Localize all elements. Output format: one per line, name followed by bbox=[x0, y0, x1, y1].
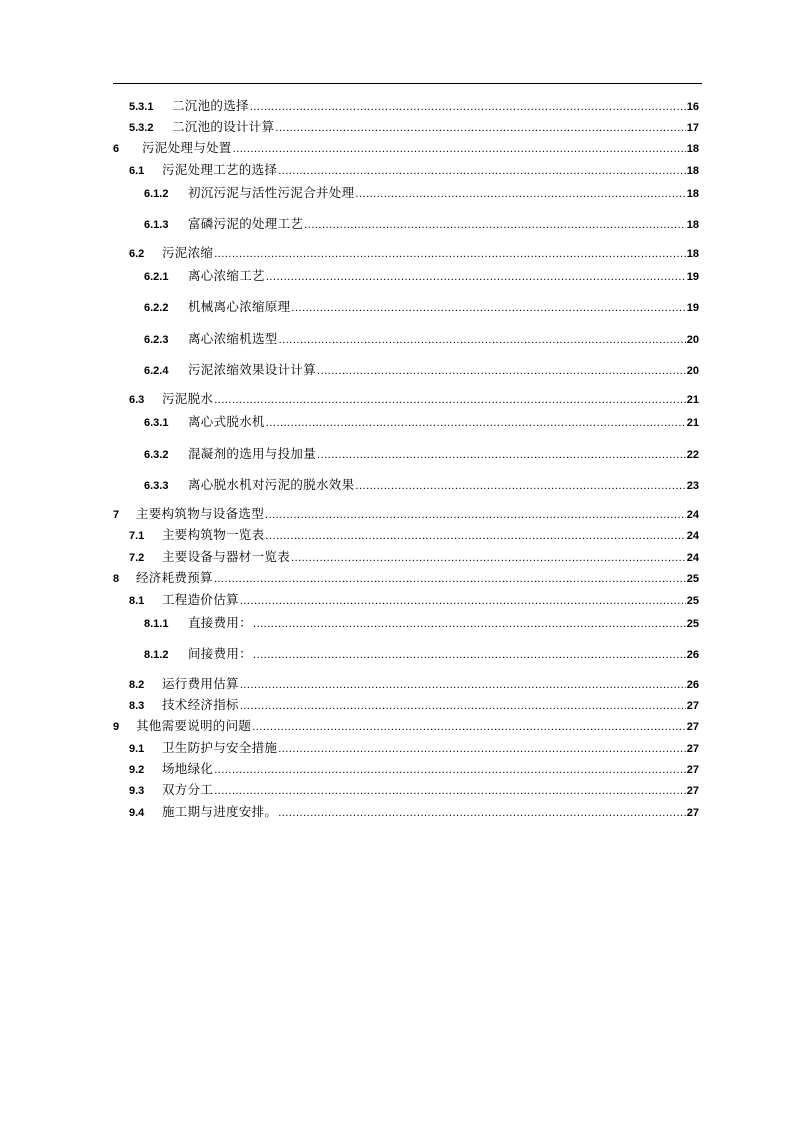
toc-entry-title: 离心浓缩工艺 bbox=[188, 268, 265, 283]
toc-entry[interactable] bbox=[129, 243, 699, 263]
toc-entry-title: 离心脱水机对污泥的脱水效果 bbox=[188, 477, 355, 492]
toc-entry[interactable] bbox=[129, 96, 699, 116]
toc-entry-number: 9.4 bbox=[129, 807, 145, 819]
toc-entry-number: 8.3 bbox=[129, 700, 145, 712]
toc-entry-title: 卫生防护与安全措施 bbox=[162, 740, 278, 755]
toc-dot-leader bbox=[240, 591, 686, 611]
toc-entry-title: 双方分工 bbox=[162, 782, 214, 797]
toc-entry-number: 9.3 bbox=[129, 785, 145, 797]
toc-entry-title: 污泥处理与处置 bbox=[142, 140, 232, 155]
toc-entry[interactable] bbox=[129, 674, 699, 694]
toc-entry-title: 技术经济指标 bbox=[162, 697, 239, 712]
toc-entry-page: 25 bbox=[686, 573, 699, 585]
toc-entry-title: 污泥处理工艺的选择 bbox=[162, 162, 278, 177]
toc-entry-number: 7.1 bbox=[129, 530, 145, 542]
toc-entry[interactable] bbox=[129, 780, 699, 800]
toc-entry-title: 其他需要说明的问题 bbox=[136, 718, 252, 733]
toc-entry-title: 间接费用： bbox=[188, 646, 253, 661]
toc-entry[interactable] bbox=[129, 160, 699, 180]
toc-entry-title: 离心式脱水机 bbox=[188, 414, 265, 429]
toc-entry-title: 离心浓缩机选型 bbox=[188, 331, 278, 346]
toc-entry-page: 19 bbox=[686, 302, 699, 314]
toc-entry-page: 21 bbox=[686, 394, 699, 406]
toc-entry-page: 26 bbox=[686, 679, 699, 691]
toc-entry[interactable] bbox=[144, 360, 699, 380]
toc-entry-title: 二沉池的设计计算 bbox=[172, 119, 275, 134]
toc-entry[interactable] bbox=[144, 214, 699, 234]
toc-entry-title: 污泥浓缩 bbox=[162, 245, 214, 260]
toc-entry[interactable] bbox=[129, 389, 699, 409]
toc-entry-page: 27 bbox=[686, 785, 699, 797]
toc-entry-page: 16 bbox=[686, 101, 699, 113]
toc-dot-leader bbox=[252, 717, 686, 737]
toc-entry-page: 22 bbox=[686, 449, 699, 461]
toc-entry[interactable] bbox=[144, 266, 699, 286]
toc-entry-number: 5.3.2 bbox=[129, 122, 154, 134]
toc-entry-number: 6.1 bbox=[129, 165, 145, 177]
toc-entry-number: 6.3.3 bbox=[144, 480, 169, 492]
toc-dot-leader bbox=[279, 330, 686, 350]
toc-entry-title: 富磷污泥的处理工艺 bbox=[188, 216, 304, 231]
toc-entry-number: 8.1.2 bbox=[144, 649, 169, 661]
toc-entry[interactable] bbox=[144, 297, 699, 317]
toc-entry-number: 6.3.1 bbox=[144, 417, 169, 429]
toc-entry-page: 18 bbox=[686, 219, 699, 231]
toc-entry-page: 18 bbox=[686, 188, 699, 200]
toc-dot-leader bbox=[278, 803, 686, 823]
toc-entry-page: 18 bbox=[686, 165, 699, 177]
toc-entry[interactable] bbox=[113, 568, 699, 588]
toc-entry-title: 主要设备与器材一览表 bbox=[162, 549, 291, 564]
toc-entry[interactable] bbox=[144, 329, 699, 349]
toc-entry-page: 25 bbox=[686, 595, 699, 607]
toc-entry-title: 污泥脱水 bbox=[162, 391, 214, 406]
toc-entry-number: 6.3 bbox=[129, 394, 145, 406]
toc-entry[interactable] bbox=[129, 695, 699, 715]
toc-dot-leader bbox=[253, 614, 686, 634]
toc-entry-page: 20 bbox=[686, 334, 699, 346]
toc-entry-title: 运行费用估算 bbox=[162, 676, 239, 691]
toc-dot-leader bbox=[250, 97, 686, 117]
toc-entry-number: 9.2 bbox=[129, 764, 145, 776]
toc-dot-leader bbox=[278, 739, 686, 759]
toc-entry[interactable] bbox=[113, 138, 699, 158]
toc-entry-number: 6 bbox=[113, 143, 120, 155]
toc-entry-number: 6.3.2 bbox=[144, 449, 169, 461]
toc-dot-leader bbox=[266, 413, 686, 433]
toc-entry-title: 施工期与进度安排。 bbox=[162, 804, 278, 819]
toc-dot-leader bbox=[214, 781, 686, 801]
toc-entry-page: 26 bbox=[686, 649, 699, 661]
toc-entry-page: 19 bbox=[686, 271, 699, 283]
toc-entry[interactable] bbox=[113, 504, 699, 524]
toc-entry-page: 17 bbox=[686, 122, 699, 134]
toc-entry-title: 污泥浓缩效果设计计算 bbox=[188, 362, 317, 377]
toc-entry[interactable] bbox=[129, 738, 699, 758]
toc-entry-number: 6.2 bbox=[129, 248, 145, 260]
toc-entry-number: 6.1.2 bbox=[144, 188, 169, 200]
toc-entry-title: 直接费用： bbox=[188, 615, 253, 630]
toc-entry-title: 经济耗费预算 bbox=[136, 570, 213, 585]
toc-entry-title: 机械离心浓缩原理 bbox=[188, 299, 291, 314]
toc-entry-page: 21 bbox=[686, 417, 699, 429]
toc-entry-title: 场地绿化 bbox=[162, 761, 214, 776]
toc-dot-leader bbox=[214, 244, 686, 264]
toc-dot-leader bbox=[317, 445, 686, 465]
toc-dot-leader bbox=[265, 505, 686, 525]
toc-entry[interactable] bbox=[129, 117, 699, 137]
toc-dot-leader bbox=[265, 526, 685, 546]
toc-entry[interactable] bbox=[129, 802, 699, 822]
toc-dot-leader bbox=[233, 139, 686, 159]
toc-entry-number: 8.1 bbox=[129, 595, 145, 607]
toc-entry[interactable] bbox=[144, 412, 699, 432]
toc-entry-number: 8.1.1 bbox=[144, 618, 169, 630]
toc-entry-page: 27 bbox=[686, 807, 699, 819]
toc-dot-leader bbox=[317, 361, 686, 381]
toc-entry-page: 27 bbox=[686, 764, 699, 776]
toc-entry-page: 24 bbox=[686, 552, 699, 564]
toc-dot-leader bbox=[275, 118, 685, 138]
toc-entry-page: 24 bbox=[686, 530, 699, 542]
toc-entry-title: 主要构筑物与设备选型 bbox=[136, 506, 265, 521]
toc-entry-number: 9.1 bbox=[129, 743, 145, 755]
toc-dot-leader bbox=[278, 161, 686, 181]
toc-dot-leader bbox=[266, 267, 686, 287]
toc-entry-number: 7.2 bbox=[129, 552, 145, 564]
toc-entry-title: 工程造价估算 bbox=[162, 592, 239, 607]
toc-entry-title: 混凝剂的选用与投加量 bbox=[188, 446, 317, 461]
toc-dot-leader bbox=[253, 645, 686, 665]
toc-entry-page: 27 bbox=[686, 700, 699, 712]
toc-dot-leader bbox=[291, 548, 686, 568]
toc-entry-page: 20 bbox=[686, 365, 699, 377]
toc-entry[interactable] bbox=[144, 613, 699, 633]
toc-entry-title: 主要构筑物一览表 bbox=[162, 527, 265, 542]
toc-entry[interactable] bbox=[129, 759, 699, 779]
toc-entry-page: 24 bbox=[686, 509, 699, 521]
toc-entry[interactable] bbox=[129, 590, 699, 610]
toc-dot-leader bbox=[214, 390, 686, 410]
toc-dot-leader bbox=[355, 184, 685, 204]
toc-entry[interactable] bbox=[129, 525, 699, 545]
toc-entry-number: 7 bbox=[113, 509, 120, 521]
toc-entry-number: 6.2.4 bbox=[144, 365, 169, 377]
toc-dot-leader bbox=[214, 760, 686, 780]
toc-entry[interactable] bbox=[113, 716, 699, 736]
toc-entry-number: 6.1.3 bbox=[144, 219, 169, 231]
toc-entry-number: 6.2.3 bbox=[144, 334, 169, 346]
toc-dot-leader bbox=[240, 696, 686, 716]
toc-entry-number: 9 bbox=[113, 721, 120, 733]
toc-entry[interactable] bbox=[144, 644, 699, 664]
toc-dot-leader bbox=[304, 215, 686, 235]
toc-entry-number: 8.2 bbox=[129, 679, 145, 691]
toc-entry-title: 二沉池的选择 bbox=[172, 98, 249, 113]
toc-entry-title: 初沉污泥与活性污泥合并处理 bbox=[188, 185, 355, 200]
toc-entry-page: 23 bbox=[686, 480, 699, 492]
toc-entry-page: 18 bbox=[686, 248, 699, 260]
toc-entry-number: 8 bbox=[113, 573, 120, 585]
toc-dot-leader bbox=[291, 298, 685, 318]
toc-entry-number: 6.2.1 bbox=[144, 271, 169, 283]
toc-entry-page: 27 bbox=[686, 721, 699, 733]
toc-dot-leader bbox=[214, 569, 686, 589]
toc-entry-page: 25 bbox=[686, 618, 699, 630]
toc-entry[interactable] bbox=[129, 547, 699, 567]
toc-entry-page: 18 bbox=[686, 143, 699, 155]
toc-entry[interactable] bbox=[144, 475, 699, 495]
toc-entry[interactable] bbox=[144, 183, 699, 203]
toc-dot-leader bbox=[355, 476, 685, 496]
toc-entry[interactable] bbox=[144, 444, 699, 464]
toc-entry-number: 6.2.2 bbox=[144, 302, 169, 314]
toc-entry-number: 5.3.1 bbox=[129, 101, 154, 113]
toc-dot-leader bbox=[240, 675, 686, 695]
toc-entry-page: 27 bbox=[686, 743, 699, 755]
